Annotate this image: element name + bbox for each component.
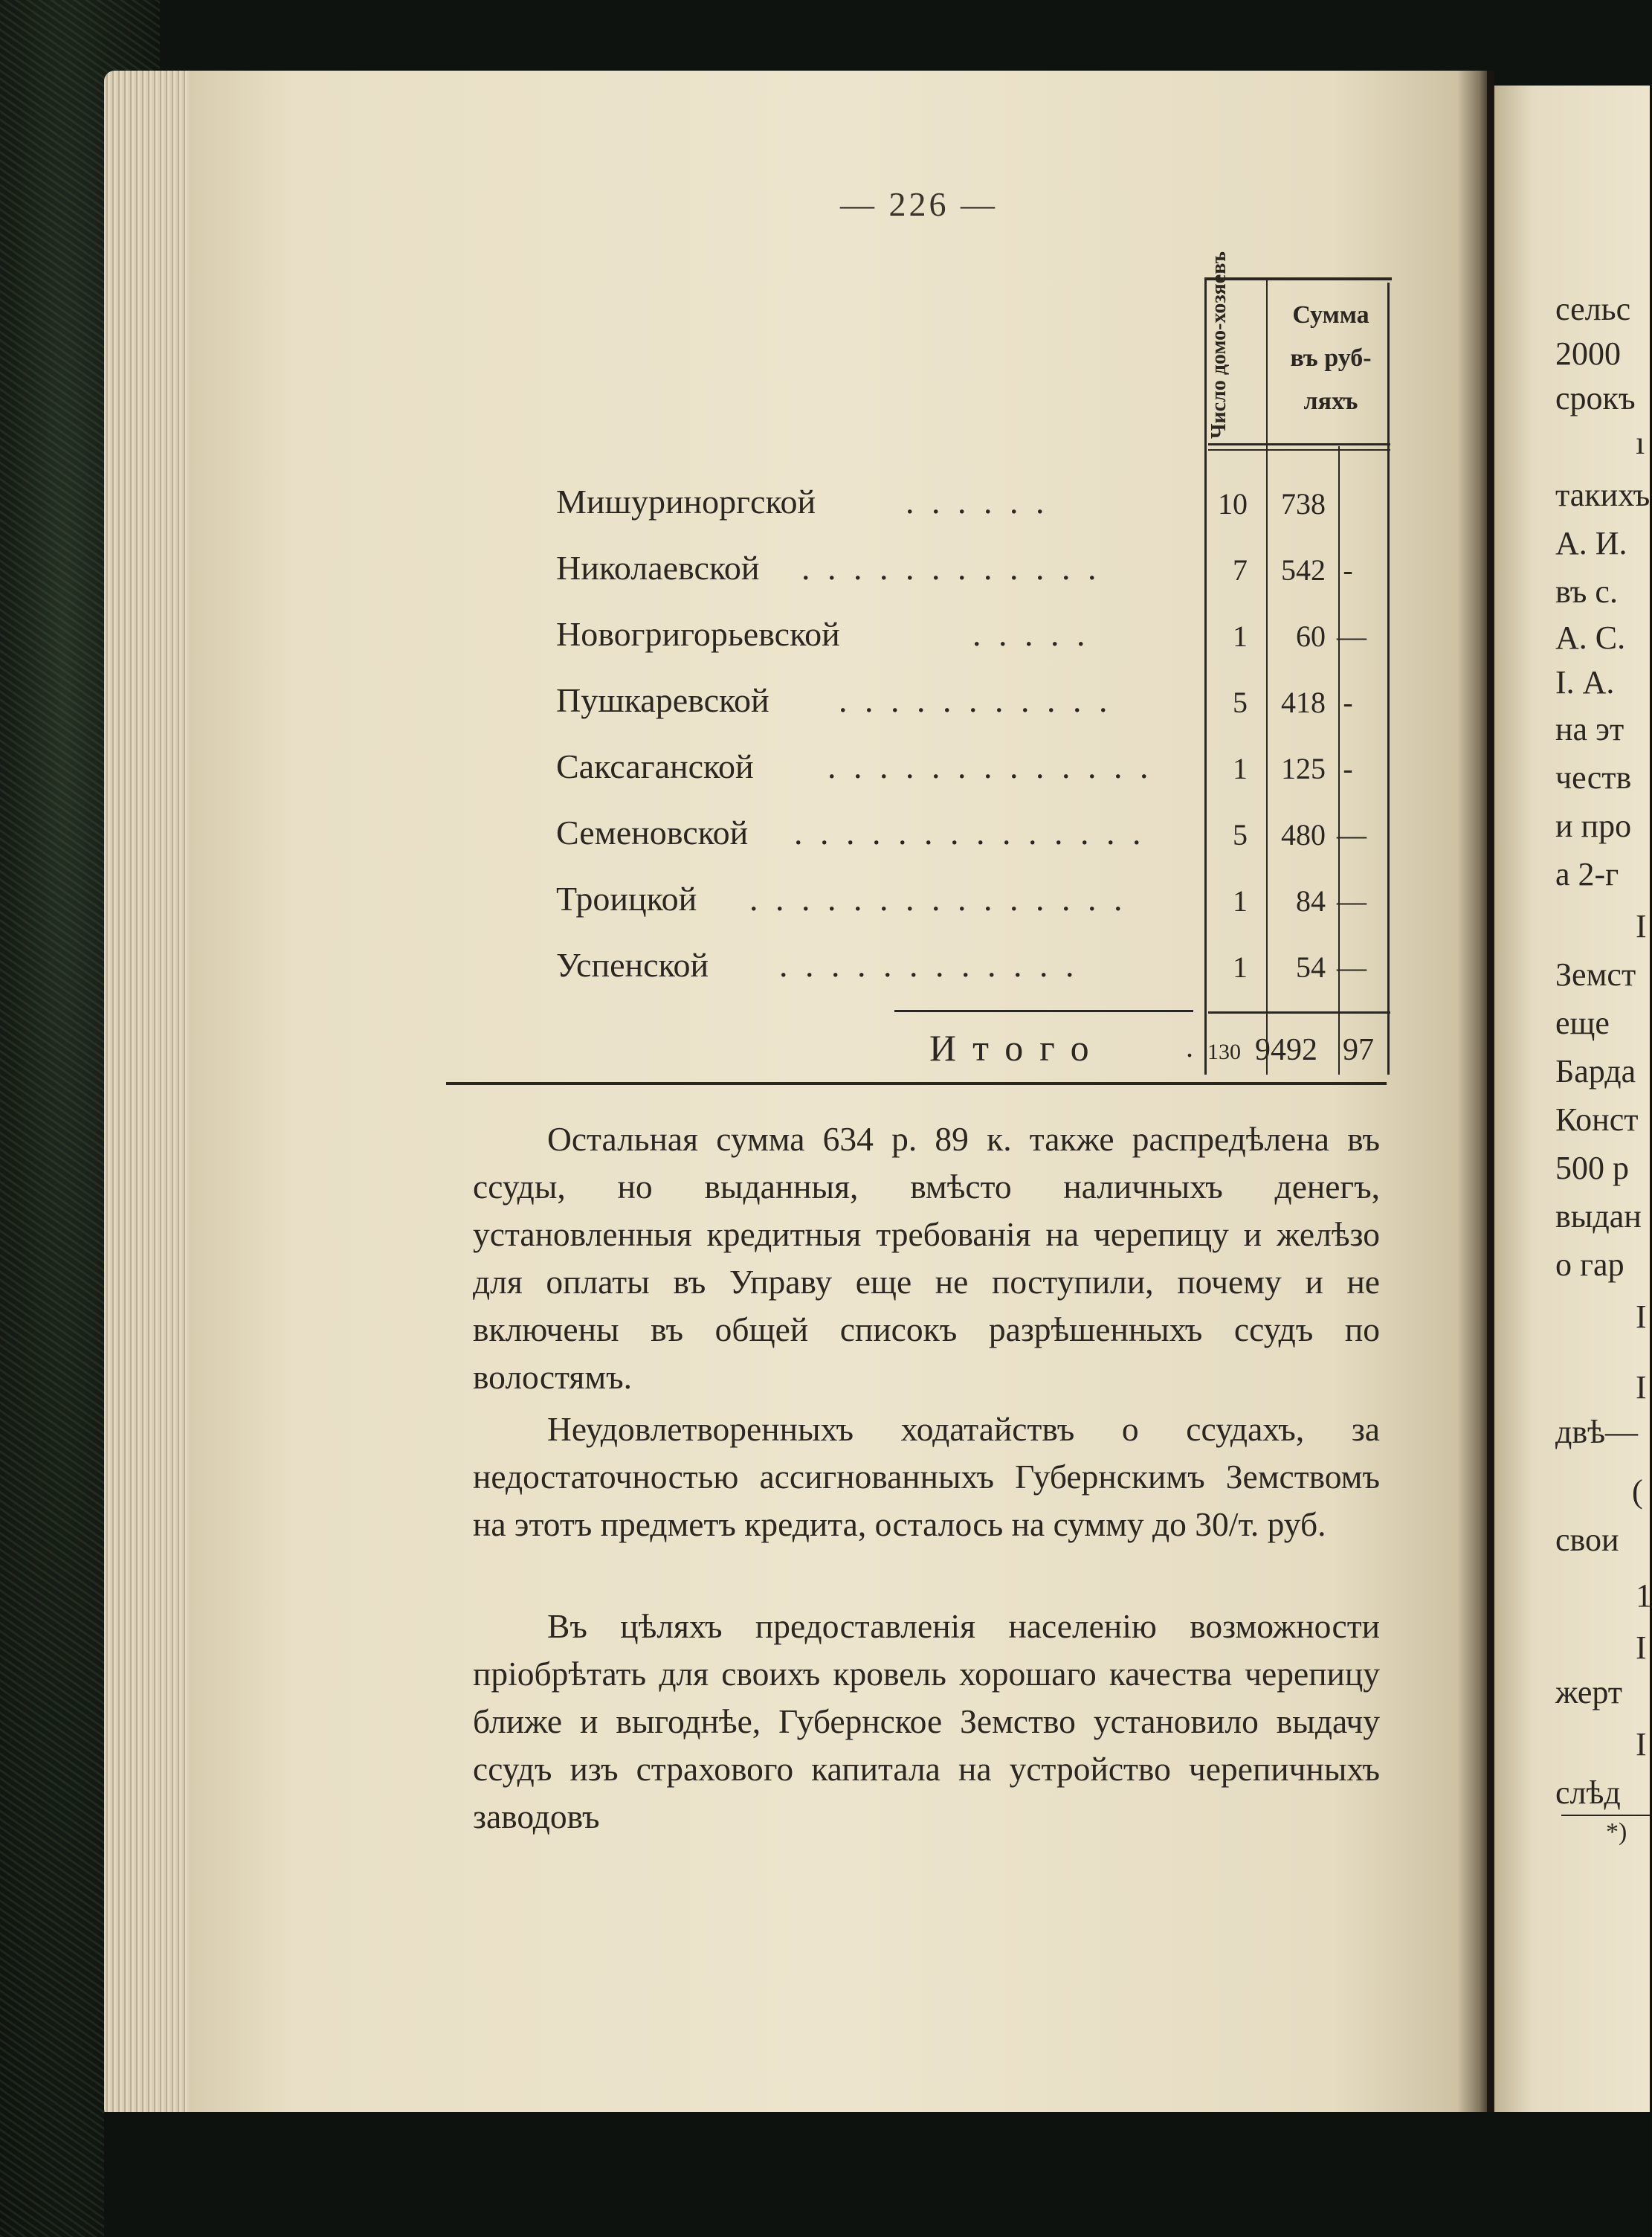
right-page-fragment: I bbox=[1636, 1369, 1647, 1406]
households-column-header bbox=[1204, 251, 1271, 442]
table-sum-rule bbox=[894, 1010, 1193, 1012]
right-page-fragment: *) bbox=[1606, 1818, 1627, 1846]
total-kop: 97 bbox=[1343, 1033, 1374, 1067]
households-cell: 1 bbox=[1233, 950, 1248, 984]
households-header-text: Число домо-хозяевъ bbox=[1207, 251, 1230, 439]
sum-cell: 60 bbox=[1296, 619, 1326, 653]
sum-cell: 738 bbox=[1281, 487, 1326, 521]
right-page-fragment: и про bbox=[1555, 808, 1632, 844]
total-households: 130 bbox=[1207, 1040, 1241, 1064]
sum-cell: 125 bbox=[1281, 752, 1326, 785]
total-sum: 9492 bbox=[1255, 1033, 1317, 1067]
table-top-rule bbox=[1204, 277, 1392, 280]
volost-name: Саксаганской bbox=[556, 747, 754, 785]
right-page-fragment: Конст bbox=[1555, 1101, 1639, 1138]
kop-cell: - bbox=[1343, 553, 1353, 587]
leader-dots: . . . . . bbox=[972, 615, 1090, 653]
volost-name: Семеновской bbox=[556, 814, 749, 852]
right-page-fragment: ı bbox=[1636, 425, 1645, 461]
kop-cell: — bbox=[1337, 818, 1367, 852]
right-page-fragment: въ с. bbox=[1555, 573, 1618, 610]
kop-cell: — bbox=[1337, 950, 1367, 984]
sum-header-line1: Сумма bbox=[1292, 301, 1369, 329]
sum-cell: 84 bbox=[1296, 884, 1326, 918]
right-page-fragment: сельс bbox=[1555, 291, 1631, 327]
right-page-fragment: I bbox=[1636, 908, 1647, 944]
footnote-rule bbox=[1561, 1815, 1650, 1816]
volost-name: Пушкаревской bbox=[556, 681, 769, 719]
table-row bbox=[556, 945, 1396, 990]
sum-cell: 418 bbox=[1281, 686, 1326, 719]
right-page-fragment: двѣ— bbox=[1555, 1414, 1639, 1450]
table-header-rule bbox=[1208, 443, 1390, 445]
sum-column-header bbox=[1275, 294, 1387, 423]
households-cell: 5 bbox=[1233, 818, 1248, 852]
right-page-fragment: А. С. bbox=[1555, 619, 1626, 656]
table-header-rule-2 bbox=[1208, 449, 1390, 451]
households-cell: 1 bbox=[1233, 752, 1248, 785]
right-page-fragment: выдан bbox=[1555, 1198, 1642, 1235]
right-page-fragment: такихъ bbox=[1555, 477, 1651, 513]
right-page-fragment: Земст bbox=[1555, 956, 1636, 993]
households-cell: 10 bbox=[1218, 487, 1248, 521]
table-row bbox=[556, 879, 1396, 924]
sum-cell: 480 bbox=[1281, 818, 1326, 852]
table-row bbox=[556, 548, 1396, 593]
table-row bbox=[556, 614, 1396, 659]
leader-dots: . . . . . . . . . . . . bbox=[779, 946, 1079, 984]
right-page-fragment: на эт bbox=[1555, 711, 1624, 747]
table-bottom-rule bbox=[446, 1082, 1387, 1085]
right-page-fragment: А. И. bbox=[1555, 525, 1627, 561]
sum-cell: 54 bbox=[1296, 950, 1326, 984]
book-gutter bbox=[1457, 71, 1494, 2123]
households-cell: 5 bbox=[1233, 686, 1248, 719]
kop-cell: — bbox=[1337, 619, 1367, 653]
right-page-fragment: I bbox=[1636, 1629, 1647, 1666]
bottom-shadow bbox=[104, 2112, 1650, 2237]
right-page-fragment: о гар bbox=[1555, 1246, 1624, 1283]
sum-header-line2: въ руб- bbox=[1290, 344, 1372, 372]
right-page-fragment: а 2-г bbox=[1555, 856, 1619, 892]
right-page-fragment: I bbox=[1636, 1298, 1647, 1335]
right-page-fragment: 500 р bbox=[1555, 1150, 1629, 1186]
volost-name: Мишуриноргской bbox=[556, 483, 816, 521]
table-row bbox=[556, 747, 1396, 791]
households-cell: 1 bbox=[1233, 619, 1248, 653]
kop-cell: — bbox=[1337, 884, 1367, 918]
right-page-fragment: еще bbox=[1555, 1005, 1610, 1041]
volost-name: Троицкой bbox=[556, 880, 697, 918]
right-page-fragment: срокъ bbox=[1555, 380, 1636, 416]
volost-name: Николаевской bbox=[556, 549, 760, 587]
leader-dots: . . . . . . . . . . . bbox=[839, 681, 1112, 719]
volost-name: Новогригорьевской bbox=[556, 615, 840, 653]
table-row bbox=[556, 482, 1396, 527]
table-sum-rule-cols bbox=[1208, 1011, 1390, 1014]
right-page-fragment: свои bbox=[1555, 1522, 1619, 1558]
leader-dots: . . . . . . bbox=[906, 483, 1049, 521]
paragraph-tile-factories: Въ цѣляхъ предоставленія населенію возможности пріобрѣтать для своихъ кровель хорошаго качества черепицу ближе и выгоднѣе, Губернское Земство установило выдачу ссудъ изъ страхового капитала на устройство черепичныхъ заводовъ bbox=[473, 1607, 1380, 1835]
total-label: Итого bbox=[929, 1027, 1106, 1069]
leader-dots: . . . . . . . . . . . . . . bbox=[794, 814, 1146, 852]
households-cell: 7 bbox=[1233, 553, 1248, 587]
right-page-fragment: I bbox=[1636, 1726, 1647, 1763]
right-page-fragment: 2000 bbox=[1555, 335, 1621, 372]
sum-header-line3: ляхъ bbox=[1303, 387, 1358, 415]
leader-dots: . . . . . . . . . . . . . bbox=[827, 747, 1153, 785]
page-number: — 226 — bbox=[840, 185, 998, 223]
table-row bbox=[556, 680, 1396, 725]
right-page-fragment: ( bbox=[1632, 1473, 1643, 1510]
total-dot: . bbox=[1186, 1030, 1193, 1063]
right-page-fragment: 1 bbox=[1636, 1577, 1652, 1614]
right-page-fragment: честв bbox=[1555, 759, 1632, 796]
kop-cell: - bbox=[1343, 686, 1353, 719]
leader-dots: . . . . . . . . . . . . . . . bbox=[749, 880, 1127, 918]
table-row bbox=[556, 813, 1396, 857]
right-page-fragment: Барда bbox=[1555, 1053, 1636, 1089]
paragraph-remaining-sum: Остальная сумма 634 р. 89 к. также распредѣлена въ ссуды, но выданныя, вмѣсто наличныхъ денегъ, установленныя кредитныя требованія на черепицу и желѣзо для оплаты въ Управу еще не поступили, почему и не включены въ общей списокъ разрѣшенныхъ ссудъ по волостямъ. bbox=[473, 1120, 1380, 1396]
kop-cell: - bbox=[1343, 752, 1353, 785]
right-page-fragment: I. А. bbox=[1555, 664, 1615, 701]
sum-cell: 542 bbox=[1281, 553, 1326, 587]
right-page-fragment: жерт bbox=[1555, 1674, 1622, 1710]
paragraph-unsatisfied-requests: Неудовлетворенныхъ ходатайствъ о ссудахъ, за недостаточностью ассигнованныхъ Губернскимъ Земствомъ на этотъ предметъ кредита, осталось на сумму до 30/т. руб. bbox=[473, 1410, 1380, 1543]
volost-name: Успенской bbox=[556, 946, 709, 984]
leader-dots: . . . . . . . . . . . . bbox=[801, 549, 1101, 587]
right-page-fragment: слѣд bbox=[1555, 1774, 1621, 1811]
households-cell: 1 bbox=[1233, 884, 1248, 918]
